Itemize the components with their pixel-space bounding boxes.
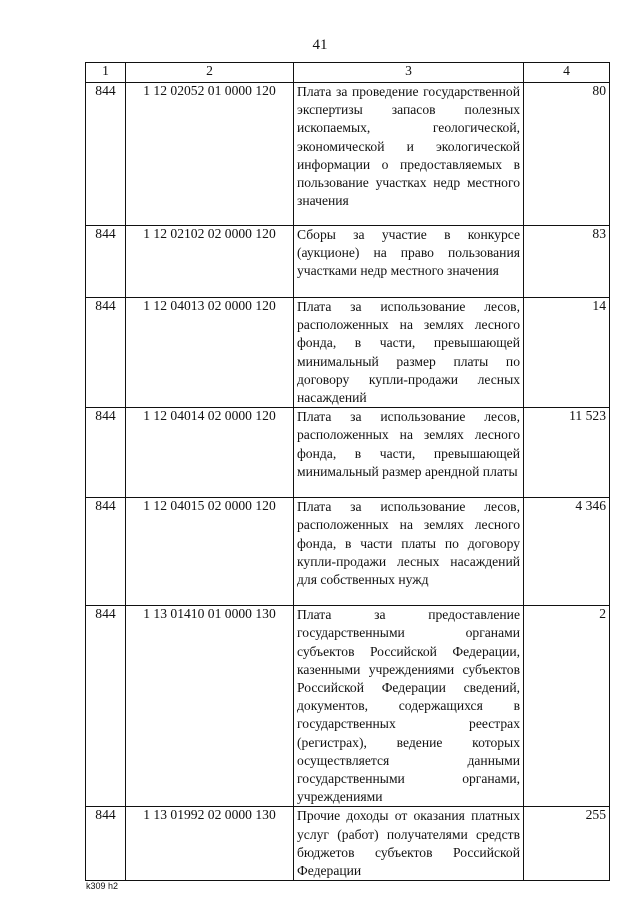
amount-cell: 83 — [524, 226, 610, 298]
admin-code-cell: 844 — [86, 83, 126, 226]
description-cell: Сборы за участие в конкурсе (аукционе) на право пользования участками недр местного значения — [294, 226, 524, 298]
budget-code-cell: 1 12 04013 02 0000 120 — [126, 298, 294, 408]
amount-cell: 80 — [524, 83, 610, 226]
table-row — [86, 606, 610, 807]
description-cell: Плата за использование лесов, расположенных на землях лесного фонда, в части, превышающей минимальный размер платы по договору купли-продажи лесных насаждений — [294, 298, 524, 408]
admin-code-cell: 844 — [86, 408, 126, 498]
admin-code-cell: 844 — [86, 498, 126, 606]
header-col-2: 2 — [126, 63, 294, 83]
description-cell: Плата за проведение государственной экспертизы запасов полезных ископаемых, геологической, экономической и экологической информации о предоставляемых в пользование участках недр местного значения — [294, 83, 524, 226]
table-row — [86, 298, 610, 408]
budget-code-cell: 1 13 01410 01 0000 130 — [126, 606, 294, 807]
description-cell: Прочие доходы от оказания платных услуг (работ) получателями средств бюджетов субъектов Российской Федерации — [294, 807, 524, 881]
budget-code-cell: 1 12 04014 02 0000 120 — [126, 408, 294, 498]
page-number: 41 — [312, 37, 328, 53]
admin-code-cell: 844 — [86, 807, 126, 881]
admin-code-cell: 844 — [86, 298, 126, 408]
footer-code: k309 h2 — [86, 881, 119, 891]
budget-code-cell: 1 12 02102 02 0000 120 — [126, 226, 294, 298]
table-row — [86, 807, 610, 881]
admin-code-cell: 844 — [86, 226, 126, 298]
amount-cell: 2 — [524, 606, 610, 807]
header-col-3: 3 — [294, 63, 524, 83]
table-row — [86, 226, 610, 298]
table-row — [86, 498, 610, 606]
amount-cell: 14 — [524, 298, 610, 408]
budget-code-cell: 1 12 04015 02 0000 120 — [126, 498, 294, 606]
budget-code-cell: 1 12 02052 01 0000 120 — [126, 83, 294, 226]
header-col-4: 4 — [524, 63, 610, 83]
description-cell: Плата за использование лесов, расположенных на землях лесного фонда, в части, превышающей минимальный размер арендной платы — [294, 408, 524, 498]
revenue-table — [85, 62, 610, 881]
description-cell: Плата за предоставление государственными органами субъектов Российской Федерации, казенными учреждениями субъектов Российской Федерации сведений, документов, содержащихся в государственных реестрах (регистрах), ведение которых осуществляется данными государственными органами, учреждениями — [294, 606, 524, 807]
amount-cell: 11 523 — [524, 408, 610, 498]
budget-code-cell: 1 13 01992 02 0000 130 — [126, 807, 294, 881]
table-row — [86, 83, 610, 226]
table-row — [86, 408, 610, 498]
description-cell: Плата за использование лесов, расположенных на землях лесного фонда, в части платы по договору купли-продажи лесных насаждений для собственных нужд — [294, 498, 524, 606]
header-col-1: 1 — [86, 63, 126, 83]
amount-cell: 4 346 — [524, 498, 610, 606]
table-header-row — [86, 63, 610, 83]
admin-code-cell: 844 — [86, 606, 126, 807]
amount-cell: 255 — [524, 807, 610, 881]
